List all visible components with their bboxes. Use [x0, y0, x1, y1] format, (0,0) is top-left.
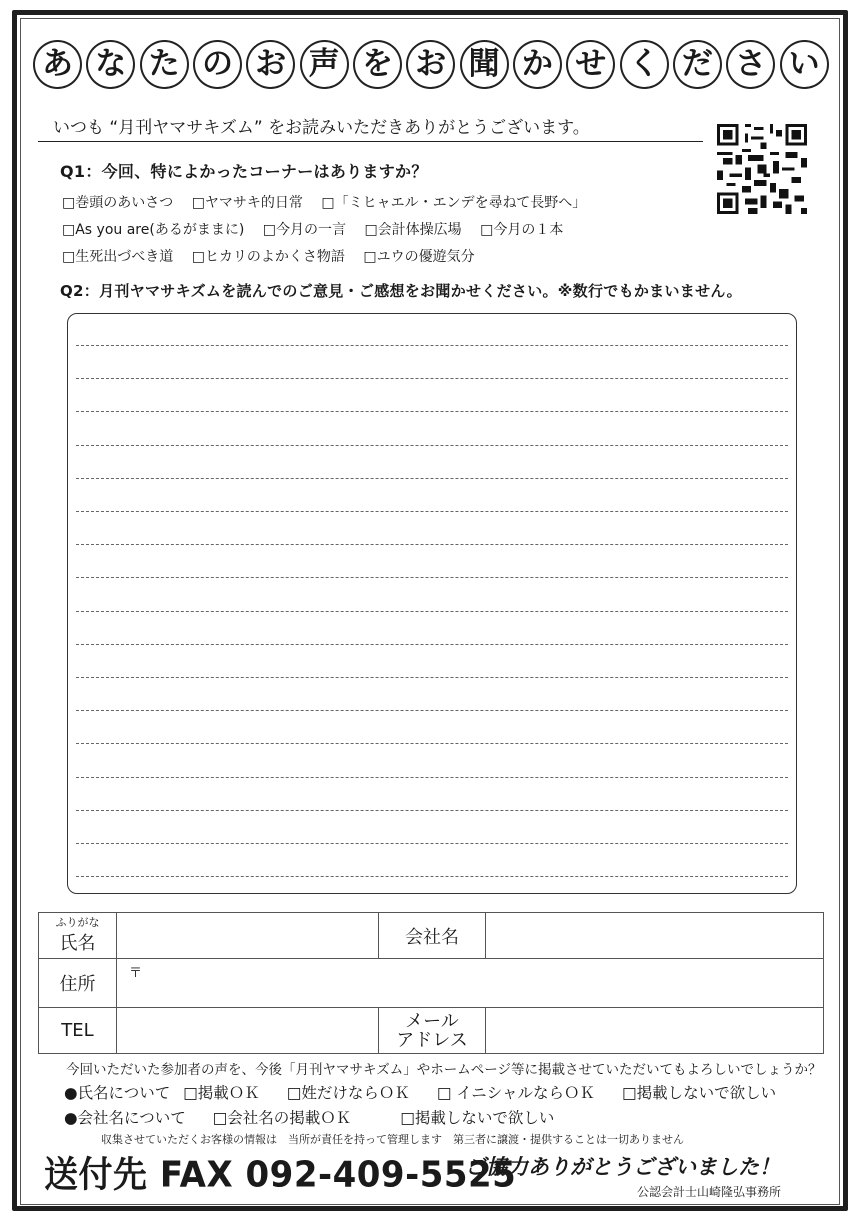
q1-option-row	[62, 219, 577, 239]
answer-line	[76, 411, 788, 412]
answer-line	[76, 876, 788, 877]
email-field[interactable]	[486, 1008, 824, 1054]
answer-line	[76, 843, 788, 844]
thank-you-message: ご協力ありがとうございました！	[465, 1155, 780, 1179]
answer-line	[76, 611, 788, 612]
answer-line	[76, 710, 788, 711]
q1-option[interactable]: □巻頭のあいさつ	[62, 195, 174, 211]
title-char: か	[513, 40, 562, 89]
q1-option[interactable]: □ユウの優遊気分	[363, 249, 475, 265]
address-field[interactable]	[117, 959, 824, 1008]
email-label-line2: アドレス	[396, 1029, 468, 1051]
q2-heading: Q2：月刊ヤマサキズムを読んでのご意見・ご感想をお聞かせください。※数行でもかまいません。	[60, 282, 742, 300]
name-permission-option[interactable]: □姓だけならＯＫ	[286, 1084, 410, 1102]
answer-line	[76, 445, 788, 446]
q1-option-row	[62, 246, 489, 266]
fax-destination: 送付先 FAX 092-409-5525	[44, 1154, 517, 1197]
name-permission-option[interactable]: □掲載しないで欲しい	[621, 1084, 777, 1102]
address-label: 住所	[39, 959, 117, 1008]
office-name: 公認会計士山崎隆弘事務所	[637, 1185, 782, 1199]
title-char: 声	[300, 40, 349, 89]
answer-line	[76, 511, 788, 512]
name-permission-row	[64, 1081, 798, 1103]
company-field[interactable]	[486, 913, 824, 959]
answer-line	[76, 743, 788, 744]
answer-line	[76, 644, 788, 645]
answer-line	[76, 677, 788, 678]
email-label-cell	[379, 1008, 486, 1054]
title-char: だ	[673, 40, 722, 89]
name-permission-option[interactable]: □掲載ＯＫ	[183, 1084, 260, 1102]
page-title	[33, 40, 833, 90]
title-char: あ	[33, 40, 82, 89]
q1-option-row	[62, 192, 600, 212]
title-char: を	[353, 40, 402, 89]
intro-underline	[38, 141, 703, 142]
q1-option[interactable]: □As you are(あるがままに)	[62, 222, 245, 238]
tel-label: TEL	[39, 1008, 117, 1054]
answer-line	[76, 577, 788, 578]
intro-text: いつも “月刊ヤマサキズム” をお読みいただきありがとうございます。	[53, 118, 590, 138]
name-field[interactable]	[117, 913, 379, 959]
answer-line	[76, 777, 788, 778]
tel-field[interactable]	[117, 1008, 379, 1054]
qr-code-icon[interactable]	[717, 124, 807, 214]
title-char: た	[140, 40, 189, 89]
q1-heading: Q1：今回、特によかったコーナーはありますか？	[60, 162, 428, 181]
q1-option[interactable]: □生死出づべき道	[62, 249, 174, 265]
privacy-notice: 収集させていただくお客様の情報は 当所が責任を持って管理します 第三者に譲渡・提供することは一切ありません	[101, 1133, 684, 1146]
title-char: い	[780, 40, 829, 89]
answer-line	[76, 378, 788, 379]
answer-line	[76, 544, 788, 545]
answer-line	[76, 810, 788, 811]
title-char: く	[620, 40, 669, 89]
title-char: の	[193, 40, 242, 89]
name-label-cell	[39, 913, 117, 959]
q2-answer-box[interactable]	[67, 313, 797, 894]
name-permission-option[interactable]: □ イニシャルならＯＫ	[436, 1084, 595, 1102]
title-char: お	[246, 40, 295, 89]
name-permission-label: ●氏名について	[64, 1084, 171, 1102]
company-permission-row	[64, 1106, 576, 1128]
q1-option[interactable]: □「ミヒャエル・エンデを尋ねて長野へ」	[321, 195, 587, 211]
email-label-line1: メール	[405, 1010, 459, 1032]
title-char: な	[86, 40, 135, 89]
company-permission-option[interactable]: □会社名の掲載ＯＫ	[212, 1109, 352, 1127]
permission-question: 今回いただいた参加者の声を、今後「月刊ヤマサキズム」やホームページ等に掲載させていただいてもよろしいでしょうか？	[66, 1062, 822, 1078]
contact-form	[38, 912, 824, 1054]
company-permission-option[interactable]: □掲載しないで欲しい	[400, 1109, 555, 1127]
q1-option[interactable]: □ヤマサキ的日常	[191, 195, 303, 211]
answer-line	[76, 478, 788, 479]
furigana-label: ふりがな	[55, 915, 100, 929]
title-char: せ	[566, 40, 615, 89]
q1-option[interactable]: □ヒカリのよかくさ物語	[191, 249, 345, 265]
title-char: お	[406, 40, 455, 89]
q1-option[interactable]: □今月の一言	[262, 222, 346, 238]
q1-option[interactable]: □会計体操広場	[364, 222, 462, 238]
title-char: 聞	[460, 40, 509, 89]
postal-mark: 〒	[129, 965, 143, 981]
company-permission-label: ●会社名について	[64, 1109, 186, 1127]
q1-option[interactable]: □今月の１本	[480, 222, 564, 238]
company-label: 会社名	[379, 913, 486, 959]
name-label: 氏名	[59, 932, 96, 954]
answer-line	[76, 345, 788, 346]
title-char: さ	[726, 40, 775, 89]
